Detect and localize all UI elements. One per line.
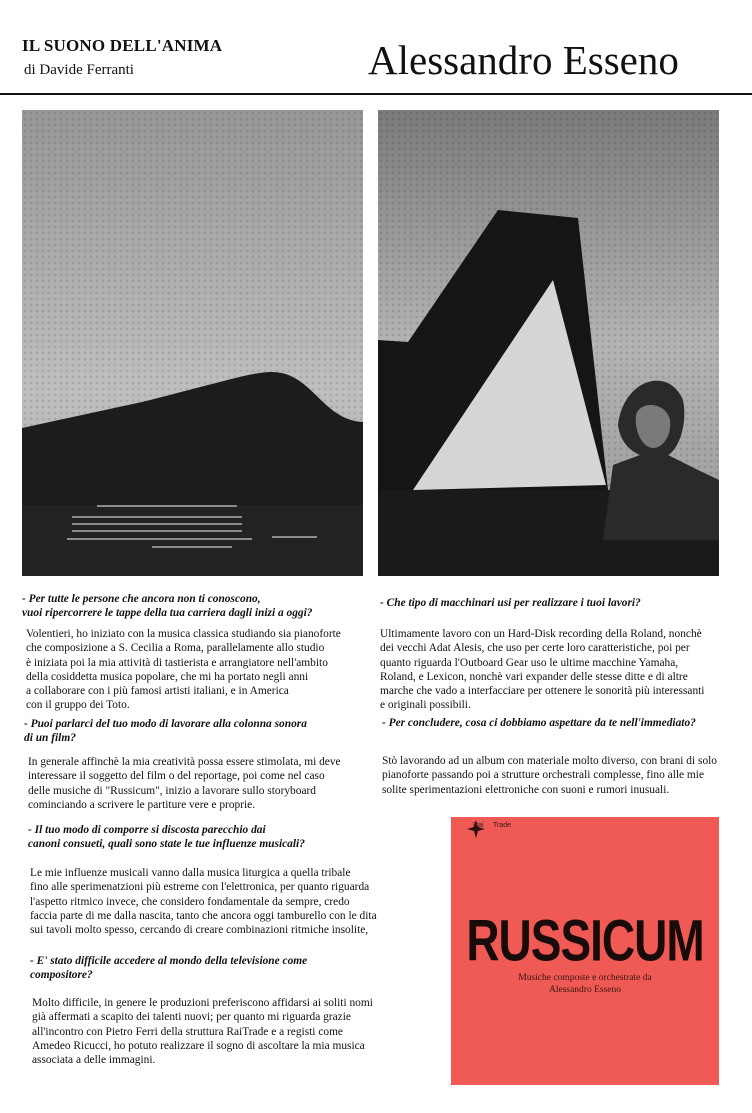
- question-television: - E' stato difficile accedere al mondo della televisione come compositore?: [30, 955, 308, 981]
- answer-equipment: Ultimamente lavoro con un Hard-Disk recording della Roland, nonchè dei vecchi Adat Alesis, che uso per certe loro caratteristiche, poi per quanto riguarda l'Outboard Gear uso le ultime macchine Yamaha, Roland, e Lexicon, nonchè vari expander delle stesse ditte e di altre marche che vado a interfacciare per ottenere le sonorità più interessanti e originali possibili.: [380, 628, 705, 712]
- cover-label-trade: Trade: [493, 822, 512, 829]
- column-title: IL SUONO DELL'ANIMA: [22, 36, 223, 55]
- album-cover-russicum: [451, 817, 719, 1085]
- piano-silhouette-photo: [22, 110, 363, 576]
- answer-soundtrack-method: In generale affinchè la mia creatività possa essere stimolata, mi deve interessare il soggetto del film o del reportage, poi come nel caso delle musiche di "Russicum", inizio a lavorare sullo storyboard cominciando a scrivere le partiture vere e proprie.: [28, 756, 341, 811]
- header-divider: [0, 93, 752, 95]
- cover-label-rai: Rai: [473, 822, 484, 829]
- pianist-photo: [378, 110, 719, 576]
- question-career: - Per tutte le persone che ancora non ti conoscono, vuoi ripercorrere le tappe della tua carriera dagli inizi a oggi?: [22, 593, 313, 619]
- answer-television: Molto difficile, in genere le produzioni preferiscono affidarsi ai soliti nomi già affermati a scapito dei talenti nuovi; per quanto mi riguarda grazie all'incontro con Pietro Ferri della struttura RaiTrade e a registi come Amedeo Ricucci, ho potuto realizzare il sogno di ascoltare la mia musica associata a delle immagini.: [32, 997, 373, 1067]
- question-future: - Per concludere, cosa ci dobbiamo aspettare da te nell'immediato?: [382, 717, 696, 729]
- question-equipment: - Che tipo di macchinari usi per realizzare i tuoi lavori?: [380, 597, 641, 609]
- question-influences: - Il tuo modo di comporre si discosta parecchio dai canoni consueti, quali sono state le tue influenze musicali?: [28, 824, 305, 850]
- answer-career: Volentieri, ho iniziato con la musica classica studiando sia pianoforte che composizione a S. Cecilia a Roma, parallelamente allo studio è iniziata poi la mia attività di tastierista e arrangiatore nell'ambito della cosiddetta musica popolare, che mi ha portato negli anni a collaborare con i più famosi artisti italiani, e in America con il gruppo dei Toto.: [26, 628, 341, 712]
- album-title: RUSSICUM: [466, 906, 704, 974]
- album-subtitle: Musiche composte e orchestrate da: [518, 973, 652, 983]
- answer-future: Stò lavorando ad un album con materiale molto diverso, con brani di solo pianoforte passando poi a strutture orchestrali complesse, fino alle mie solite sperimentazioni elettroniche con suoni e rumori inusuali.: [382, 755, 718, 796]
- answer-influences: Le mie influenze musicali vanno dalla musica liturgica a quella tribale fino alle sperimenatzioni più estreme con l'elettronica, per quanto riguarda l'aspetto ritmico invece, che considero fondamentale da sempre, credo faccia parte di me dalla nascita, tanto che ancora oggi tamburello con le dita sui tavoli molto spesso, cercando di creare combinazioni ritmiche insolite,: [30, 867, 377, 937]
- question-soundtrack-method: - Puoi parlarci del tuo modo di lavorare alla colonna sonora di un film?: [24, 718, 307, 744]
- artist-name-heading: Alessandro Esseno: [368, 37, 679, 83]
- album-artist: Alessandro Esseno: [548, 985, 622, 995]
- author-byline: di Davide Ferranti: [24, 62, 134, 78]
